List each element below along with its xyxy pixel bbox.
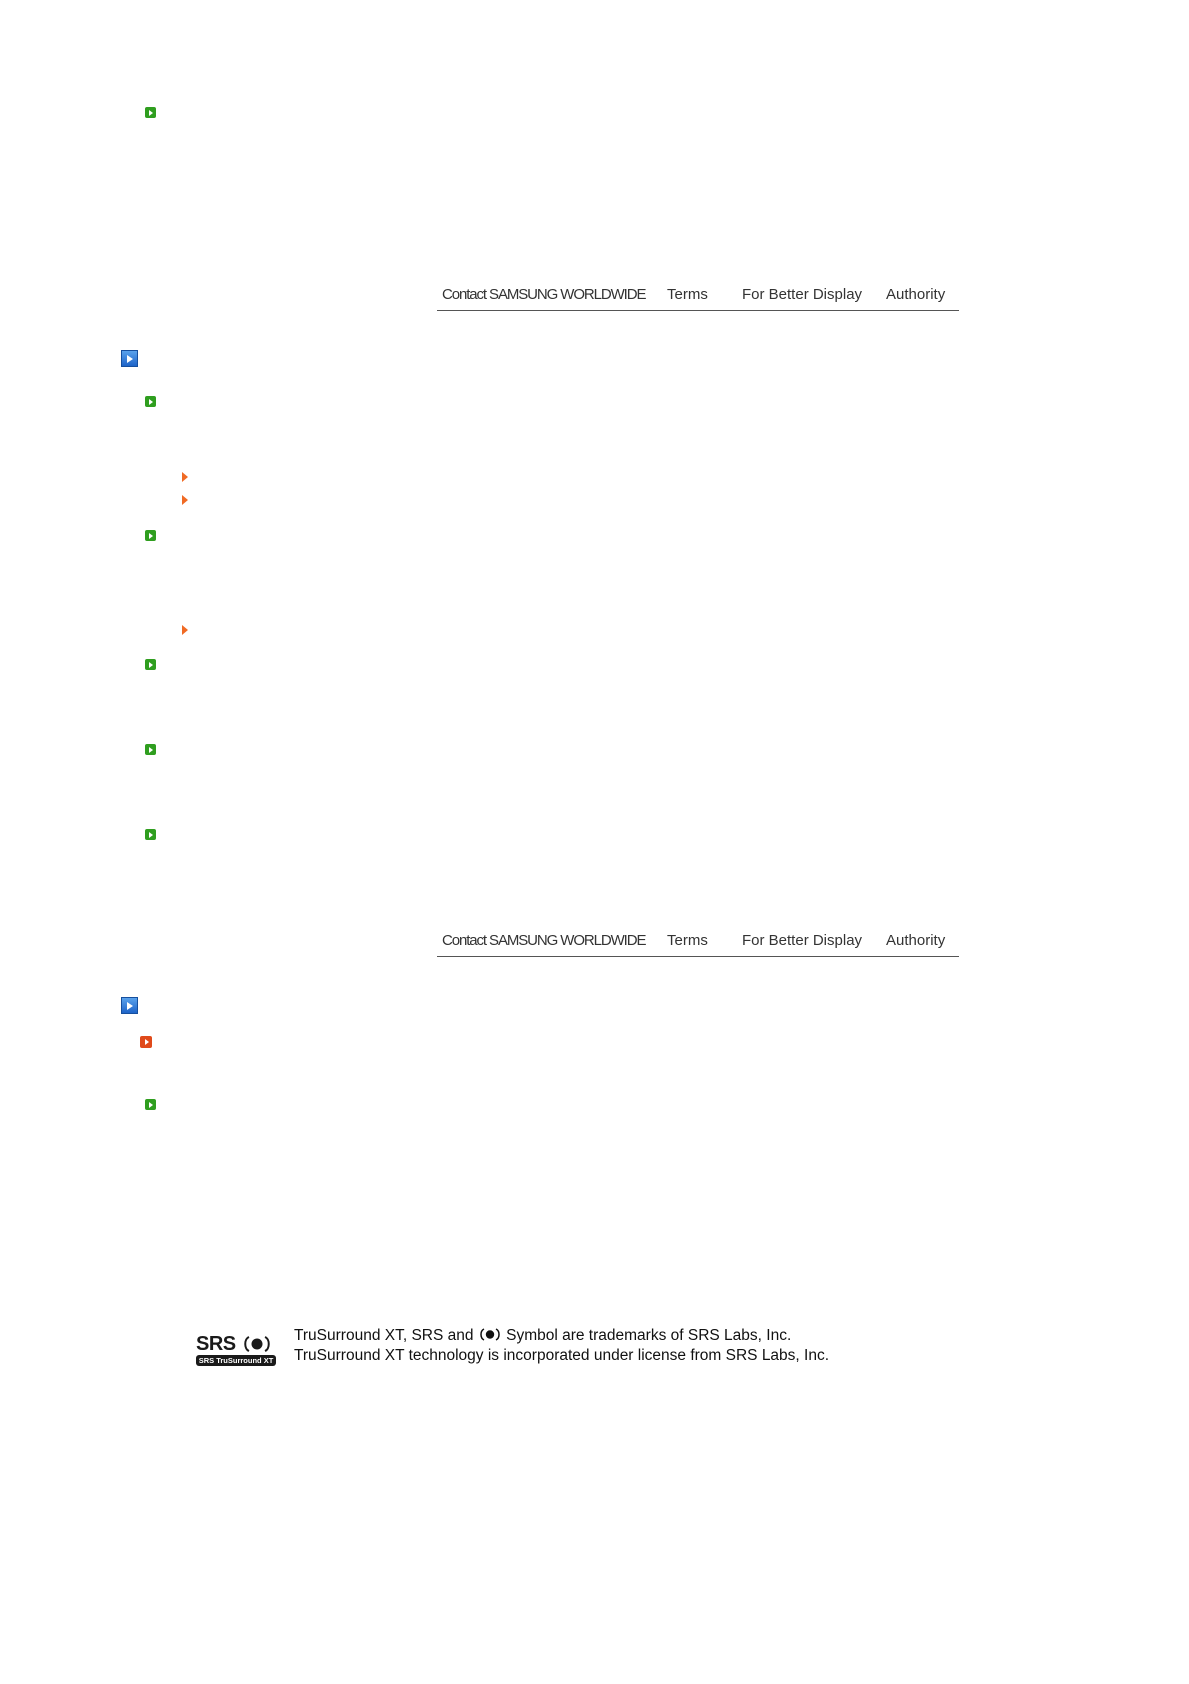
srs-logo (196, 1334, 276, 1368)
footer-nav (437, 280, 959, 311)
green-arrow-icon (145, 1099, 156, 1110)
contact-samsung-worldwide-link[interactable]: Contact SAMSUNG WORLDWIDE (442, 286, 646, 303)
green-arrow-icon (145, 659, 156, 670)
blue-arrow-icon (121, 997, 138, 1014)
green-arrow-icon (145, 530, 156, 541)
for-better-display-link[interactable]: For Better Display (742, 932, 863, 949)
footer-nav (437, 926, 959, 957)
green-arrow-icon (145, 396, 156, 407)
srs-trademark-text-end: Symbol are trademarks of SRS Labs, Inc. (506, 1327, 792, 1344)
orange-arrow-icon (182, 472, 188, 482)
srs-logo-band: SRS TruSurround XT (196, 1355, 276, 1366)
srs-license-line: TruSurround XT technology is incorporated under license from SRS Labs, Inc. (294, 1347, 830, 1364)
for-better-display-link[interactable]: For Better Display (742, 286, 863, 303)
red-arrow-icon (140, 1036, 152, 1048)
srs-logo-word: SRS (196, 1333, 236, 1355)
terms-link[interactable]: Terms (667, 286, 708, 303)
green-arrow-icon (145, 829, 156, 840)
green-arrow-icon (145, 107, 156, 118)
orange-arrow-icon (182, 625, 188, 635)
contact-samsung-worldwide-link[interactable]: Contact SAMSUNG WORLDWIDE (442, 932, 646, 949)
orange-arrow-icon (182, 495, 188, 505)
srs-trademark-text-start: TruSurround XT, SRS and (294, 1327, 474, 1344)
authority-link[interactable]: Authority (886, 932, 946, 949)
srs-trademark-line (294, 1326, 791, 1345)
blue-arrow-icon (121, 350, 138, 367)
srs-inline-symbol-icon (478, 1328, 502, 1341)
terms-link[interactable]: Terms (667, 932, 708, 949)
srs-symbol-icon (242, 1336, 272, 1352)
authority-link[interactable]: Authority (886, 286, 946, 303)
green-arrow-icon (145, 744, 156, 755)
